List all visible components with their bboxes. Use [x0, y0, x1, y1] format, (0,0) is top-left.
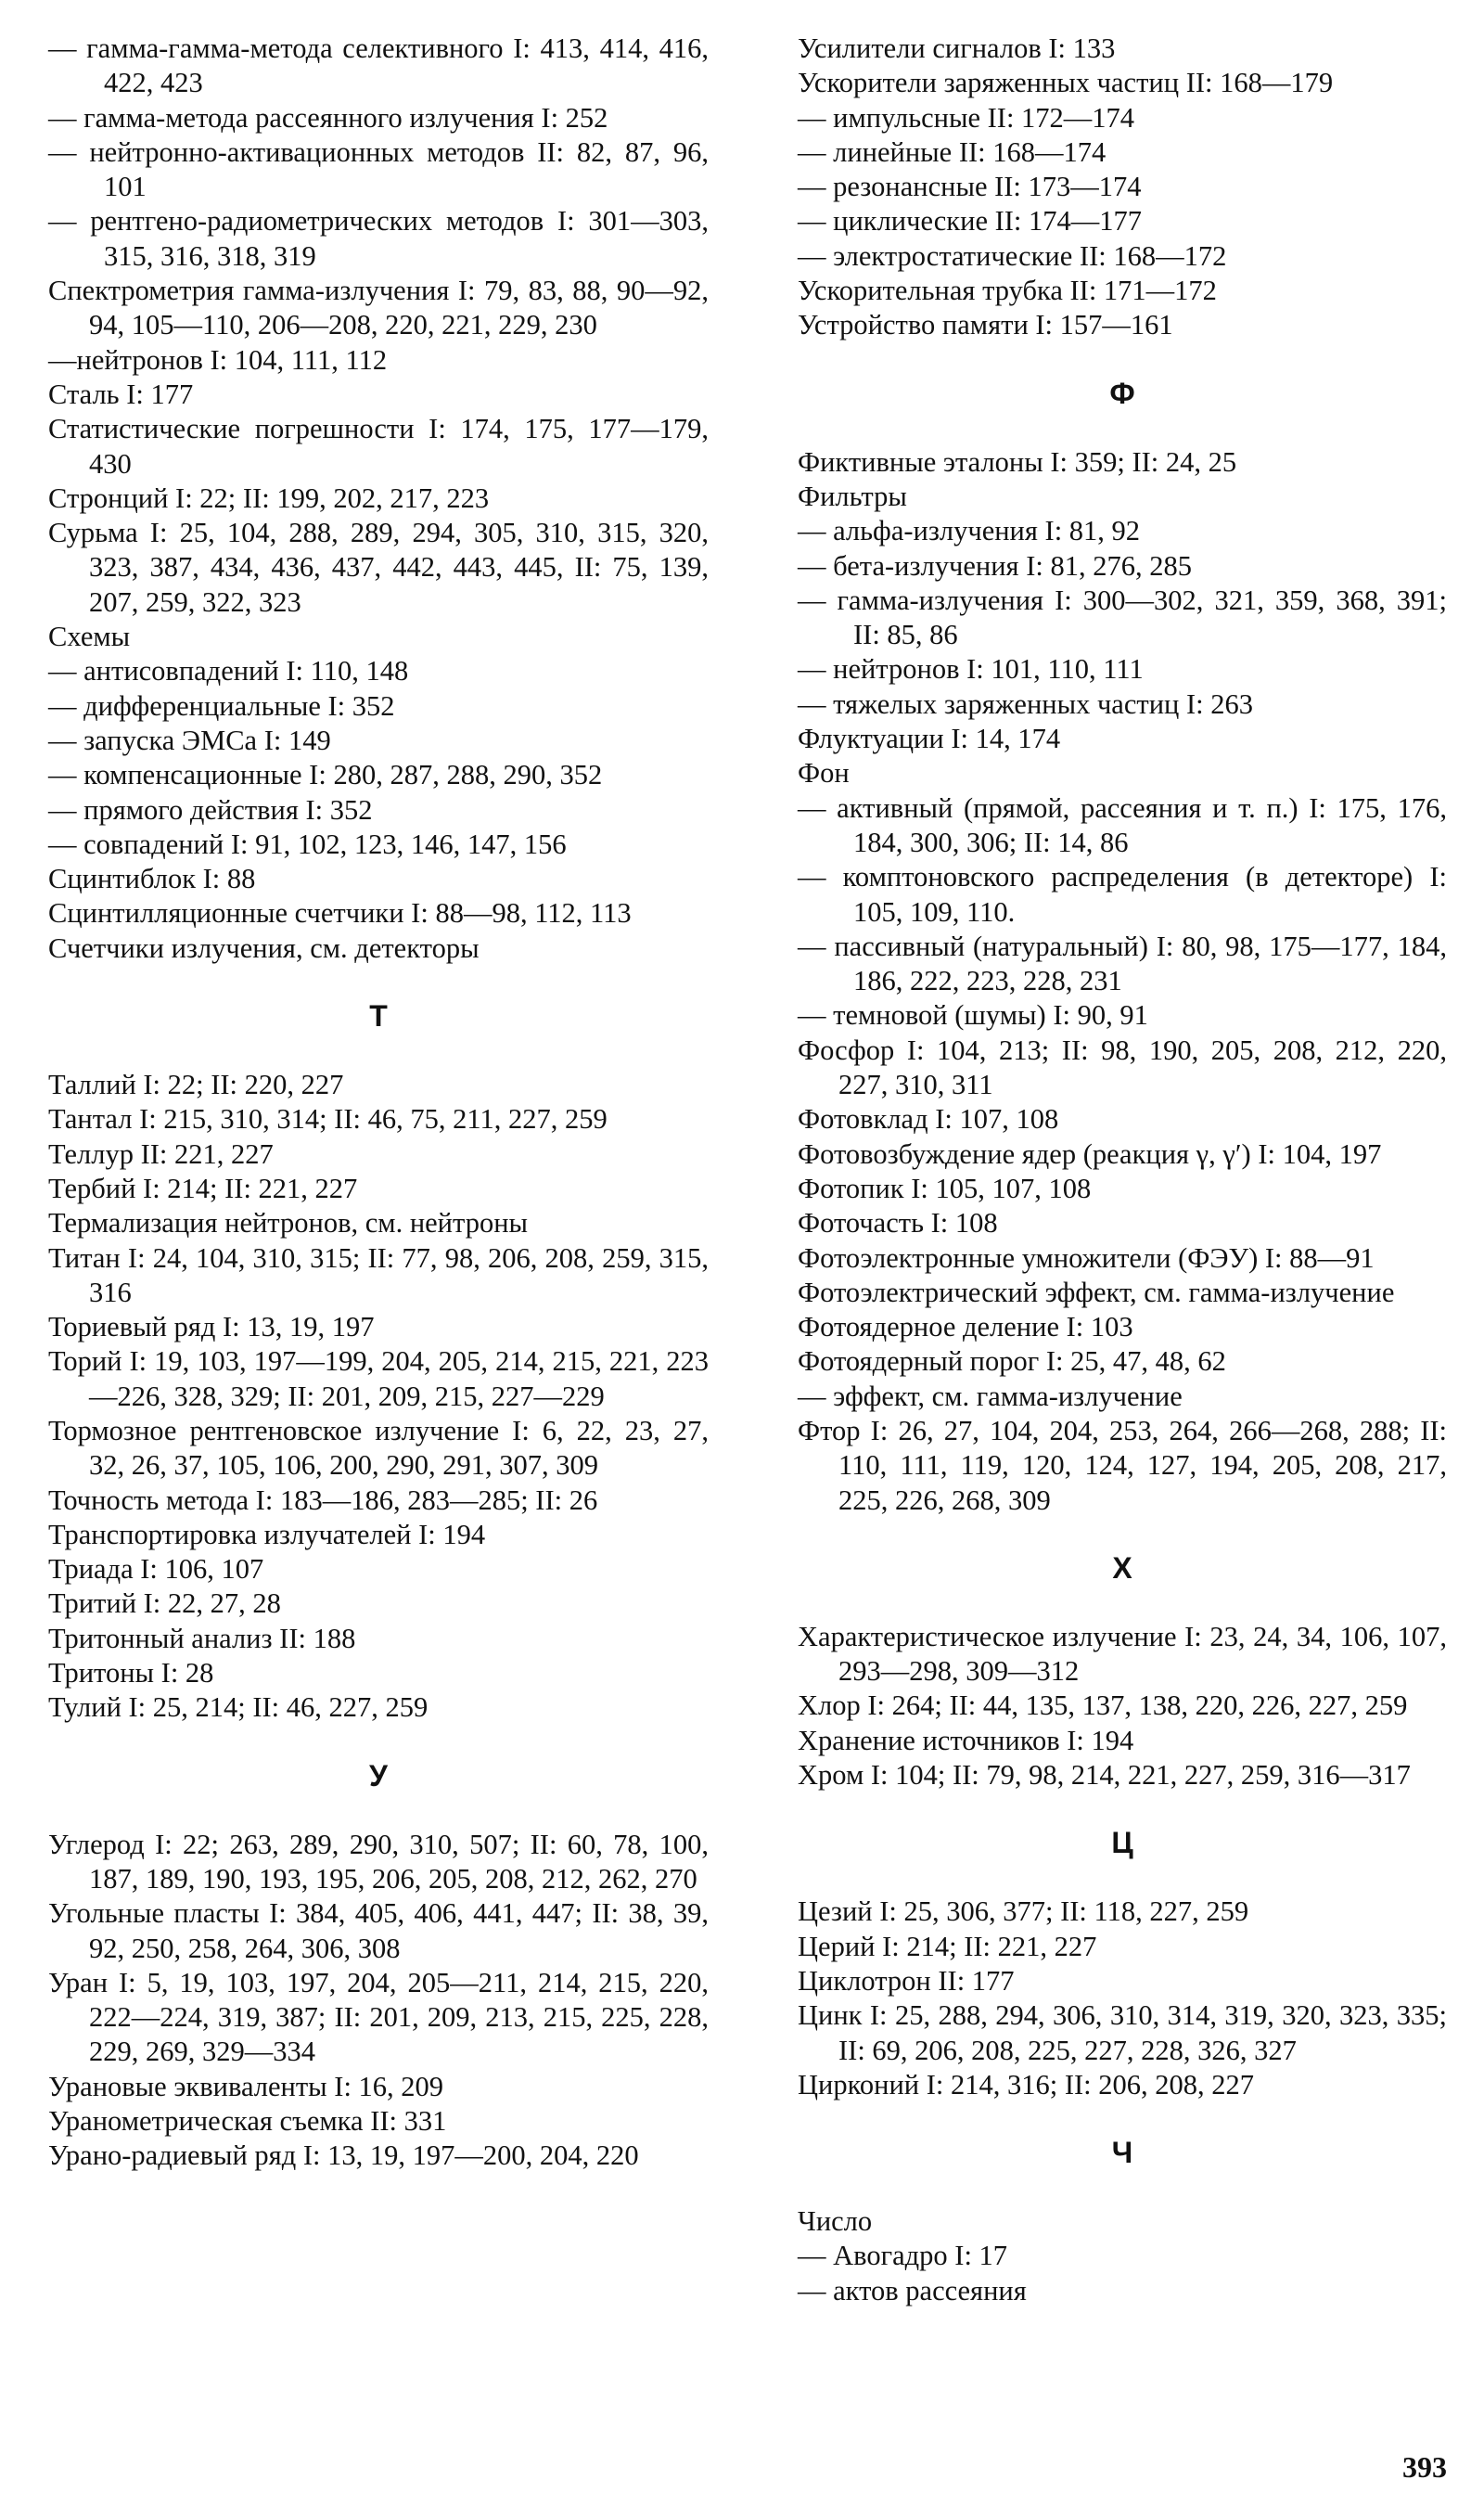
- index-entry: Сталь I: 177: [48, 378, 194, 410]
- index-entry: Фотоэлектрический эффект, см. гамма-излучение: [798, 1276, 1395, 1308]
- index-entry: Флуктуации I: 14, 174: [798, 723, 1061, 755]
- index-subentry: — линейные II: 168—174: [798, 135, 1107, 168]
- page-number: 393: [1402, 2450, 1447, 2484]
- index-entry: Тулий I: 25, 214; II: 46, 227, 259: [48, 1691, 429, 1724]
- index-entry: Точность метода I: 183—186, 283—285; II: 26: [48, 1484, 598, 1516]
- index-entry: Хранение источников I: 194: [798, 1724, 1134, 1756]
- index-subentry: — активный (прямой, рассеяния и т. п.) I: 175, 176, 184, 300, 306; II: 14, 86: [798, 791, 1447, 858]
- index-entry: Тритонный анализ II: 188: [48, 1622, 356, 1654]
- index-subentry: — электростатические II: 168—172: [798, 239, 1227, 272]
- index-column-left: [48, 32, 709, 2174]
- index-entry: Фон: [798, 757, 850, 790]
- index-subentry: — бета-излучения I: 81, 276, 285: [798, 549, 1192, 582]
- section-letter: Т: [369, 999, 388, 1034]
- index-entry: Углерод I: 22; 263, 289, 290, 310, 507; II: 60, 78, 100, 187, 189, 190, 193, 195, 206, 205, 208, 212, 262, 270: [48, 1828, 709, 1895]
- index-entry: Цинк I: 25, 288, 294, 306, 310, 314, 319, 320, 323, 335; II: 69, 206, 208, 225, 227, 228, 326, 327: [798, 1999, 1447, 2066]
- index-entry: Ускорители заряженных частиц II: 168—179: [798, 67, 1334, 99]
- index-subentry: — импульсные II: 172—174: [798, 101, 1135, 134]
- index-subentry: — нейтронно-активационных методов II: 82, 87, 96, 101: [48, 135, 709, 203]
- index-entry: Характеристическое излучение I: 23, 24, 34, 106, 107, 293—298, 309—312: [798, 1620, 1447, 1688]
- index-subentry: — альфа-излучения I: 81, 92: [798, 515, 1141, 547]
- index-column-right: [798, 32, 1447, 2308]
- index-entry: Сцинтилляционные счетчики I: 88—98, 112, 113: [48, 897, 632, 930]
- index-entry: Цезий I: 25, 306, 377; II: 118, 227, 259: [798, 1895, 1249, 1928]
- index-entry: Хлор I: 264; II: 44, 135, 137, 138, 220, 226, 227, 259: [798, 1689, 1408, 1722]
- index-entry: Фотовклад I: 107, 108: [798, 1103, 1059, 1136]
- index-entry: Уран I: 5, 19, 103, 197, 204, 205—211, 214, 215, 220, 222—224, 319, 387; II: 201, 209, 213, 215, 225, 228, 229, 269, 329—334: [48, 1966, 709, 2068]
- index-subentry: — циклические II: 174—177: [798, 205, 1143, 238]
- index-entry: Схемы: [48, 621, 131, 653]
- index-entry: Уранометрическая съемка II: 331: [48, 2105, 447, 2138]
- index-entry: Фотоядерное деление I: 103: [798, 1311, 1133, 1343]
- index-entry: Число: [798, 2205, 873, 2238]
- index-entry: Счетчики излучения, см. детекторы: [48, 931, 480, 964]
- index-entry: Статистические погрешности I: 174, 175, 177—179, 430: [48, 413, 709, 480]
- index-entry: Теллур II: 221, 227: [48, 1137, 274, 1170]
- index-subentry: — актов рассеяния: [798, 2274, 1027, 2306]
- index-entry: Урано-радиевый ряд I: 13, 19, 197—200, 204, 220: [48, 2139, 639, 2172]
- index-entry: Устройство памяти I: 157—161: [798, 309, 1173, 341]
- index-subentry: — комптоновского распределения (в детекторе) I: 105, 109, 110.: [798, 861, 1447, 928]
- index-subentry: — дифференциальные I: 352: [48, 689, 395, 722]
- index-entry: Фосфор I: 104, 213; II: 98, 190, 205, 208, 212, 220, 227, 310, 311: [798, 1034, 1447, 1101]
- index-entry: Хром I: 104; II: 79, 98, 214, 221, 227, 259, 316—317: [798, 1759, 1411, 1792]
- index-entry: Урановые эквиваленты I: 16, 209: [48, 2070, 444, 2102]
- index-subentry: — резонансные II: 173—174: [798, 171, 1142, 203]
- section-letter: Х: [1112, 1550, 1132, 1585]
- index-entry: Торий I: 19, 103, 197—199, 204, 205, 214, 215, 221, 223—226, 328, 329; II: 201, 209, 215, 227—229: [48, 1345, 709, 1412]
- index-entry: Таллий I: 22; II: 220, 227: [48, 1069, 344, 1101]
- index-subentry: — компенсационные I: 280, 287, 288, 290, 352: [48, 759, 603, 791]
- index-subentry: — эффект, см. гамма-излучение: [798, 1380, 1183, 1412]
- index-entry: Циклотрон II: 177: [798, 1964, 1015, 1997]
- index-subentry: — пассивный (натуральный) I: 80, 98, 175—177, 184, 186, 222, 223, 228, 231: [798, 930, 1447, 997]
- index-entry: Транспортировка излучателей I: 194: [48, 1518, 486, 1550]
- index-subentry: —нейтронов I: 104, 111, 112: [48, 343, 388, 376]
- index-entry: Сурьма I: 25, 104, 288, 289, 294, 305, 310, 315, 320, 323, 387, 434, 436, 437, 442, 443, 445, II: 75, 139, 207, 259, 322, 323: [48, 517, 709, 618]
- index-subentry: — гамма-излучения I: 300—302, 321, 359, 368, 391; II: 85, 86: [798, 584, 1447, 651]
- index-subentry: — гамма-гамма-метода селективного I: 413, 414, 416, 422, 423: [48, 32, 709, 99]
- index-entry: Фтор I: 26, 27, 104, 204, 253, 264, 266—268, 288; II: 110, 111, 119, 120, 124, 127, 194, 205, 208, 217, 225, 226, 268, 309: [798, 1414, 1447, 1516]
- index-entry: Фотоэлектронные умножители (ФЭУ) I: 88—91: [798, 1241, 1375, 1274]
- index-entry: Сцинтиблок I: 88: [48, 863, 256, 895]
- index-entry: Угольные пласты I: 384, 405, 406, 441, 447; II: 38, 39, 92, 250, 258, 264, 306, 308: [48, 1897, 709, 1964]
- index-subentry: — гамма-метода рассеянного излучения I: 252: [48, 101, 608, 134]
- index-entry: Тритий I: 22, 27, 28: [48, 1587, 281, 1620]
- index-entry: Тормозное рентгеновское излучение I: 6, 22, 23, 27, 32, 26, 37, 105, 106, 200, 290, 291, 307, 309: [48, 1414, 709, 1482]
- index-entry: Ускорительная трубка II: 171—172: [798, 275, 1217, 307]
- index-subentry: — нейтронов I: 101, 110, 111: [798, 653, 1144, 686]
- index-entry: Фиктивные эталоны I: 359; II: 24, 25: [798, 445, 1237, 478]
- index-entry: Триада I: 106, 107: [48, 1553, 264, 1586]
- index-entry: Цирконий I: 214, 316; II: 206, 208, 227: [798, 2068, 1254, 2100]
- index-entry: Фоточасть I: 108: [798, 1207, 998, 1240]
- index-entry: Фотовозбуждение ядер (реакция γ, γ′) I: 104, 197: [798, 1137, 1382, 1170]
- index-subentry: — антисовпадений I: 110, 148: [48, 655, 409, 687]
- index-entry: Усилители сигналов I: 133: [798, 32, 1116, 64]
- index-entry: Церий I: 214; II: 221, 227: [798, 1930, 1097, 1962]
- section-letter: Ц: [1111, 1826, 1133, 1860]
- index-entry: Термализация нейтронов, см. нейтроны: [48, 1207, 529, 1240]
- index-entry: Фотопик I: 105, 107, 108: [798, 1172, 1092, 1204]
- index-subentry: — совпадений I: 91, 102, 123, 146, 147, 156: [48, 828, 567, 860]
- index-subentry: — рентгено-радиометрических методов I: 301—303, 315, 316, 318, 319: [48, 205, 709, 272]
- index-entry: Стронций I: 22; II: 199, 202, 217, 223: [48, 482, 490, 514]
- index-entry: Спектрометрия гамма-излучения I: 79, 83, 88, 90—92, 94, 105—110, 206—208, 220, 221, 229, 230: [48, 275, 709, 341]
- index-entry: Фильтры: [798, 480, 907, 512]
- index-entry: Тритоны I: 28: [48, 1657, 214, 1689]
- index-entry: Тербий I: 214; II: 221, 227: [48, 1172, 358, 1204]
- index-subentry: — запуска ЭМСа I: 149: [48, 724, 331, 756]
- index-subentry: — прямого действия I: 352: [48, 793, 373, 826]
- section-letter: Ф: [1109, 376, 1135, 410]
- index-entry: Титан I: 24, 104, 310, 315; II: 77, 98, 206, 208, 259, 315, 316: [48, 1241, 709, 1308]
- index-subentry: — тяжелых заряженных частиц I: 263: [798, 687, 1253, 720]
- index-entry: Тантал I: 215, 310, 314; II: 46, 75, 211, 227, 259: [48, 1103, 608, 1136]
- index-entry: Ториевый ряд I: 13, 19, 197: [48, 1311, 375, 1343]
- index-subentry: — Авогадро I: 17: [798, 2240, 1008, 2272]
- index-entry: Фотоядерный порог I: 25, 47, 48, 62: [798, 1345, 1226, 1378]
- section-letter: У: [369, 1758, 388, 1792]
- section-letter: Ч: [1111, 2136, 1133, 2170]
- index-subentry: — темновой (шумы) I: 90, 91: [798, 999, 1148, 1032]
